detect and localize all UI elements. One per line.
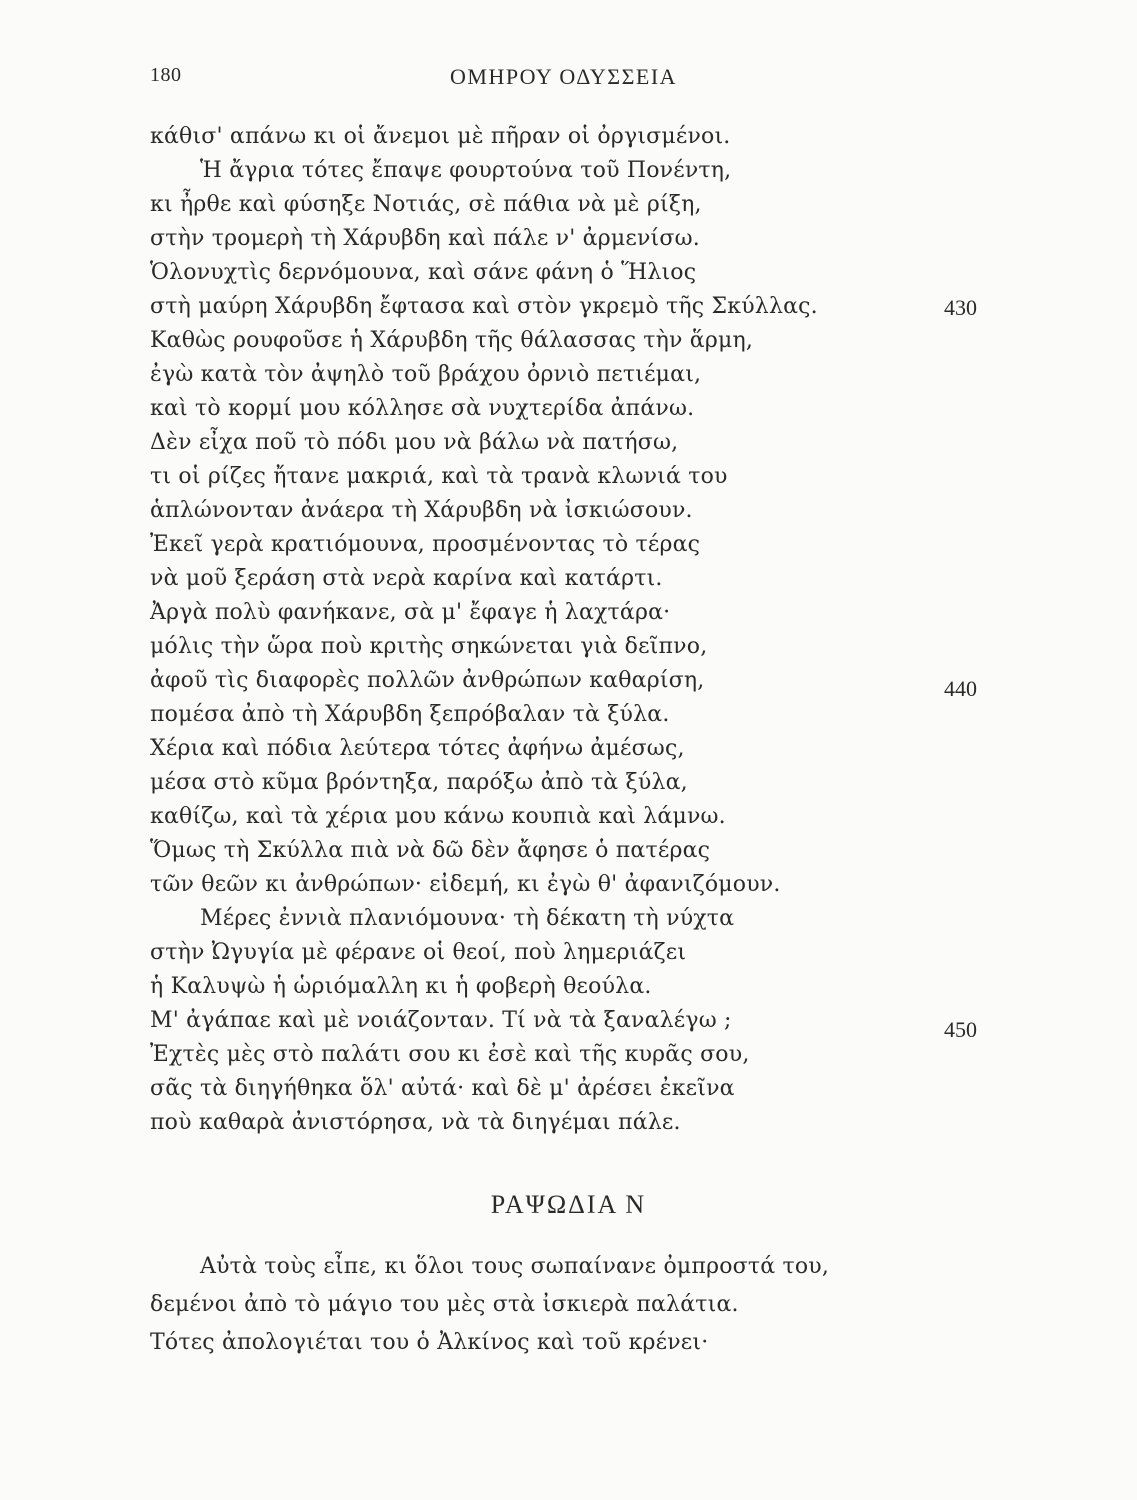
verse-line: Ἡ ἄγρια τότες ἔπαψε φουρτούνα τοῦ Πονέντη, [200, 158, 732, 183]
verse-line: Μέρες ἐννιὰ πλανιόμουνα· τὴ δέκατη τὴ νύχτα [200, 906, 735, 931]
verse-line: τῶν θεῶν κι ἀνθρώπων· εἰδεμή, κι ἐγὼ θ' ἀφανιζόμουν. [150, 872, 781, 897]
verse-line: Καθὼς ρουφοῦσε ἡ Χάρυβδη τῆς θάλασσας τὴν ἅρμη, [150, 328, 754, 353]
verse-line: πομέσα ἀπὸ τὴ Χάρυβδη ξεπρόβαλαν τὰ ξύλα. [150, 702, 670, 727]
verse-line: Ὁλονυχτὶς δερνόμουνα, καὶ σάνε φάνη ὁ Ἥλιος [150, 260, 697, 285]
page-header [150, 64, 960, 96]
verse-line: στὴν τρομερὴ τὴ Χάρυβδη καὶ πάλε ν' ἀρμενίσω. [150, 226, 700, 251]
line-number: 440 [944, 676, 977, 701]
verse-line: ἀφοῦ τὶς διαφορὲς πολλῶν ἀνθρώπων καθαρίση, [150, 668, 705, 693]
verse-line: κάθισ' απάνω κι οἱ ἄνεμοι μὲ πῆραν οἱ ὀργισμένοι. [150, 124, 731, 149]
verse-line: Δὲν εἶχα ποῦ τὸ πόδι μου νὰ βάλω νὰ πατήσω, [150, 430, 679, 455]
verse-line: ἡ Καλυψὼ ἡ ὡριόμαλλη κι ἡ φοβερὴ θεούλα. [150, 974, 652, 999]
verse-line: στὴ μαύρη Χάρυβδη ἔφτασα καὶ στὸν γκρεμὸ τῆς Σκύλλας. [150, 294, 818, 319]
verse-line: Αὐτὰ τοὺς εἶπε, κι ὅλοι τους σωπαίνανε ὀμπροστά του, [200, 1254, 830, 1279]
section-title: ΡΑΨΩΔΙΑ Ν [490, 1190, 647, 1219]
verse-line: ποὺ καθαρὰ ἀνιστόρησα, νὰ τὰ διηγέμαι πάλε. [150, 1110, 681, 1135]
verse-line: Ὅμως τὴ Σκύλλα πιὰ νὰ δῶ δὲν ἄφησε ὁ πατέρας [150, 838, 711, 863]
verse-line: ἐγὼ κατὰ τὸν ἀψηλὸ τοῦ βράχου ὀρνιὸ πετιέμαι, [150, 362, 702, 387]
verse-line: Τότες ἀπολογιέται του ὁ Ἀλκίνος καὶ τοῦ κρένει· [150, 1330, 709, 1355]
verse-line: σᾶς τὰ διηγήθηκα ὅλ' αὐτά· καὶ δὲ μ' ἀρέσει ἐκεῖνα [150, 1076, 735, 1101]
verse-line: στὴν Ὠγυγία μὲ φέρανε οἱ θεοί, ποὺ λημεριάζει [150, 940, 687, 965]
verse-line: μόλις τὴν ὥρα ποὺ κριτὴς σηκώνεται γιὰ δεῖπνο, [150, 634, 708, 659]
line-number: 450 [944, 1017, 977, 1042]
verse-line: Ἐκεῖ γερὰ κρατιόμουνα, προσμένοντας τὸ τέρας [150, 532, 701, 557]
verse-line: καθίζω, καὶ τὰ χέρια μου κάνω κουπιὰ καὶ λάμνω. [150, 804, 726, 829]
verse-line: καὶ τὸ κορμί μου κόλλησε σὰ νυχτερίδα ἀπάνω. [150, 396, 695, 421]
verse-line: Μ' ἀγάπαε καὶ μὲ νοιάζονταν. Τί νὰ τὰ ξαναλέγω ; [150, 1008, 732, 1033]
verse-line: μέσα στὸ κῦμα βρόντηξα, παρόξω ἀπὸ τὰ ξύλα, [150, 770, 688, 795]
verse-line: δεμένοι ἀπὸ τὸ μάγιο του μὲς στὰ ἰσκιερὰ παλάτια. [150, 1292, 739, 1317]
page-number: 180 [150, 64, 182, 86]
verse-line: Ἐχτὲς μὲς στὸ παλάτι σου κι ἐσὲ καὶ τῆς κυρᾶς σου, [150, 1042, 750, 1067]
verse-line: Ἀργὰ πολὺ φανήκανε, σὰ μ' ἔφαγε ἡ λαχτάρα· [150, 600, 671, 625]
verse-line: Χέρια καὶ πόδια λεύτερα τότες ἀφήνω ἀμέσως, [150, 736, 685, 761]
line-number: 430 [944, 295, 977, 320]
verse-line: νὰ μοῦ ξεράση στὰ νερὰ καρίνα καὶ κατάρτι. [150, 566, 663, 591]
verse-line: ἁπλώνονταν ἀνάερα τὴ Χάρυβδη νὰ ἰσκιώσουν. [150, 498, 693, 523]
verse-line: τι οἱ ρίζες ἤτανε μακριά, καὶ τὰ τρανὰ κλωνιά του [150, 464, 728, 489]
running-head: ΟΜΗΡΟΥ ΟΔΥΣΣΕΙΑ [450, 64, 678, 89]
verse-line: κι ἦρθε καὶ φύσηξε Νοτιάς, σὲ πάθια νὰ μὲ ρίξη, [150, 192, 702, 217]
